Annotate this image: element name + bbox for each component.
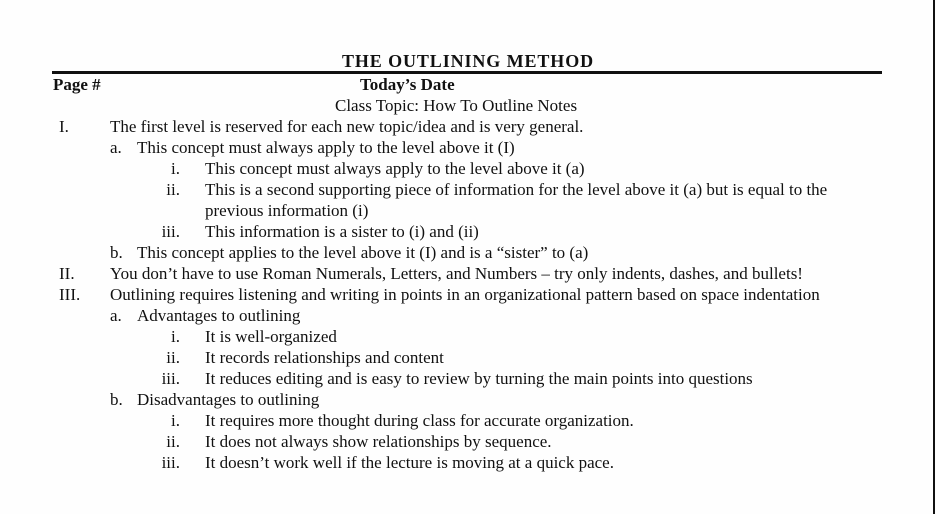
outline-list bbox=[0, 116, 936, 473]
outline-item bbox=[0, 284, 936, 305]
outline-item bbox=[0, 242, 936, 263]
outline-text: You don’t have to use Roman Numerals, Letters, and Numbers – try only indents, dashes, and bullets! bbox=[110, 264, 803, 283]
outline-text: Outlining requires listening and writing in points in an organizational pattern based on space indentation bbox=[110, 285, 820, 304]
outline-item-continuation bbox=[0, 200, 936, 221]
outline-text: This information is a sister to (i) and (ii) bbox=[205, 222, 479, 241]
outline-item bbox=[0, 116, 936, 137]
outline-marker: II. bbox=[59, 264, 75, 283]
outline-text: previous information (i) bbox=[205, 201, 369, 220]
outline-item bbox=[0, 158, 936, 179]
outline-text: It requires more thought during class for accurate organization. bbox=[205, 411, 634, 430]
outline-item bbox=[0, 410, 936, 431]
outline-marker: a. bbox=[110, 306, 122, 325]
outline-marker: i. bbox=[171, 327, 180, 346]
outline-item bbox=[0, 263, 936, 284]
outline-marker: ii. bbox=[166, 180, 180, 199]
outline-text: This concept must always apply to the level above it (I) bbox=[137, 138, 515, 157]
outline-item bbox=[0, 368, 936, 389]
outline-marker: iii. bbox=[161, 369, 180, 388]
outline-marker: i. bbox=[171, 159, 180, 178]
outline-text: Advantages to outlining bbox=[137, 306, 301, 325]
class-topic: Class Topic: How To Outline Notes bbox=[335, 96, 578, 115]
outline-marker: ii. bbox=[166, 432, 180, 451]
outline-text: This concept applies to the level above it (I) and is a “sister” to (a) bbox=[137, 243, 589, 262]
document-title: THE OUTLINING METHOD bbox=[341, 51, 595, 71]
outline-text: It reduces editing and is easy to review by turning the main points into questions bbox=[205, 369, 753, 388]
outline-item bbox=[0, 326, 936, 347]
outline-marker: iii. bbox=[161, 222, 180, 241]
outline-text: It does not always show relationships by sequence. bbox=[205, 432, 552, 451]
outline-item bbox=[0, 347, 936, 368]
title-divider bbox=[52, 71, 882, 74]
outline-text: It is well-organized bbox=[205, 327, 337, 346]
outline-text: This is a second supporting piece of information for the level above it (a) but is equal to the bbox=[205, 180, 828, 199]
date-label: Today’s Date bbox=[360, 75, 455, 94]
outline-item bbox=[0, 221, 936, 242]
outline-marker: I. bbox=[59, 117, 69, 136]
outline-item bbox=[0, 452, 936, 473]
outline-item bbox=[0, 431, 936, 452]
outline-text: The first level is reserved for each new topic/idea and is very general. bbox=[110, 117, 584, 136]
page-number-label: Page # bbox=[53, 75, 101, 94]
outline-text: This concept must always apply to the level above it (a) bbox=[205, 159, 585, 178]
outline-text: It doesn’t work well if the lecture is moving at a quick pace. bbox=[205, 453, 614, 472]
outline-text: It records relationships and content bbox=[205, 348, 444, 367]
outline-item bbox=[0, 389, 936, 410]
outline-marker: i. bbox=[171, 411, 180, 430]
outline-item bbox=[0, 305, 936, 326]
outline-marker: III. bbox=[59, 285, 81, 304]
outline-text: Disadvantages to outlining bbox=[137, 390, 320, 409]
outline-marker: ii. bbox=[166, 348, 180, 367]
page-right-border bbox=[933, 0, 935, 514]
outline-item bbox=[0, 179, 936, 200]
outline-marker: b. bbox=[110, 243, 123, 262]
outline-item bbox=[0, 137, 936, 158]
outline-marker: iii. bbox=[161, 453, 180, 472]
outline-marker: a. bbox=[110, 138, 122, 157]
outline-marker: b. bbox=[110, 390, 123, 409]
